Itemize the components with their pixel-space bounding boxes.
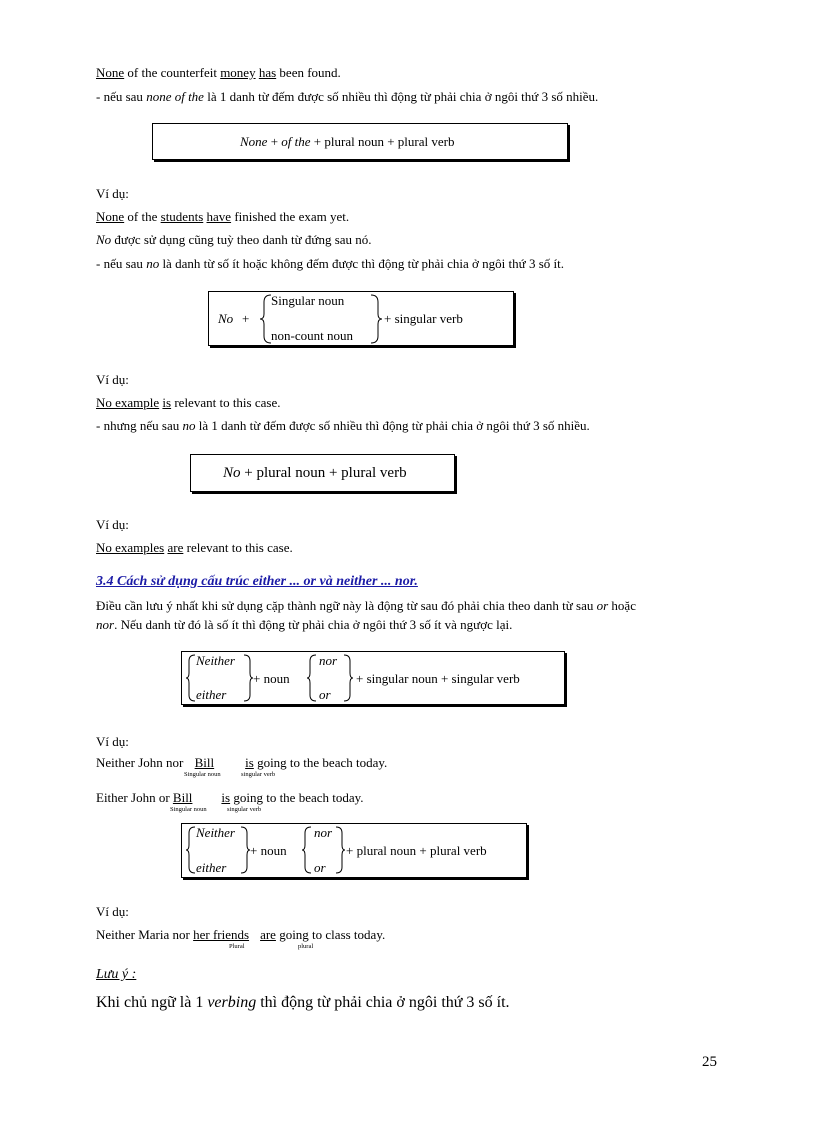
text: been found. <box>276 65 341 80</box>
word-is: is <box>221 790 231 805</box>
phrase-no-examples: No examples <box>96 540 165 555</box>
text-italic: verbing <box>207 994 257 1011</box>
vi-du-label: Ví dụ: <box>96 372 129 387</box>
word-has: has <box>258 65 277 80</box>
word-bill: Bill <box>194 755 215 770</box>
word-either: either <box>196 860 227 875</box>
word-are: are <box>167 540 184 555</box>
text: Điều cần lưu ý nhất khi sử dụng cặp thành ngữ này là động từ sau đó phải chia theo danh từ sau <box>96 598 597 613</box>
rule-no-usage <box>96 232 372 248</box>
text: là 1 danh từ đếm được số nhiều thì động từ phải chia ở ngôi thứ 3 số nhiều. <box>203 89 599 104</box>
text: . Nếu danh từ đó là số ít thì động từ phải chia ở ngôi thứ 3 số ít và ngược lại. <box>114 617 513 632</box>
subscript-singular-noun: Singular noun <box>184 771 221 778</box>
word-bill: Bill <box>172 790 193 805</box>
page-number: 25 <box>702 1054 717 1070</box>
example-no-examples <box>96 540 293 556</box>
text: going to the beach today. <box>230 790 364 805</box>
word-students: students <box>160 209 204 224</box>
example-neither-maria <box>96 927 385 943</box>
plus-noun: + noun <box>253 671 290 686</box>
text: Neither Maria nor <box>96 927 194 942</box>
text: - nhưng nếu sau <box>96 418 183 433</box>
word-or: or <box>319 687 331 702</box>
text: relevant to this case. <box>183 540 293 555</box>
formula-box-none <box>152 123 568 160</box>
text-italic: None <box>240 134 268 149</box>
text-italic: No <box>96 232 112 247</box>
phrase-her-friends: her friends <box>193 927 250 942</box>
formula-box-either-plural <box>181 823 527 878</box>
phrase-no-example: No example <box>96 395 160 410</box>
subscript-singular-verb: singular verb <box>227 806 262 813</box>
vi-du-label: Ví dụ: <box>96 186 129 201</box>
text: - nếu sau <box>96 89 147 104</box>
text-italic: none of the <box>146 89 204 104</box>
text: Either John or <box>96 790 173 805</box>
right-brace-icon <box>334 826 346 874</box>
word-are: are <box>260 927 276 942</box>
text: finished the exam yet. <box>231 209 350 224</box>
example-neither-john <box>96 755 387 771</box>
word-no: No <box>218 311 234 326</box>
word-is: is <box>245 755 254 770</box>
example-none-students <box>96 209 349 225</box>
vi-du-label: Ví dụ: <box>96 734 129 749</box>
text: going to the beach today. <box>253 755 388 770</box>
subscript-singular-noun: Singular noun <box>170 806 207 813</box>
formula-tail: + singular noun + singular verb <box>356 671 520 686</box>
example-either-john <box>96 790 364 806</box>
formula-box-either-singular <box>181 651 565 705</box>
word-neither: Neither <box>196 653 235 668</box>
text: hoặc <box>608 598 636 613</box>
rule-no-plural <box>96 418 590 434</box>
text: of the <box>124 209 161 224</box>
paragraph-line-1 <box>96 598 636 614</box>
formula-text <box>223 465 407 481</box>
note-title: Lưu ý : <box>96 967 137 982</box>
word-no: No <box>223 465 241 481</box>
example-none-money <box>96 65 341 81</box>
word-have: have <box>206 209 232 224</box>
plus-noun: + noun <box>250 843 287 858</box>
rule-no-singular <box>96 256 564 272</box>
singular-noun: Singular noun <box>271 293 345 308</box>
word-is: is <box>162 395 172 410</box>
subscript-singular-verb: singular verb <box>241 771 276 778</box>
text: được sử dụng cũng tuỳ theo danh từ đứng sau nó. <box>111 232 372 247</box>
text-italic: or <box>596 598 609 613</box>
word-none: None <box>96 65 125 80</box>
subscript-plural-noun: Plural <box>229 943 245 950</box>
text: + plural noun + plural verb <box>240 465 407 481</box>
word-neither: Neither <box>196 825 235 840</box>
right-brace-icon <box>369 294 383 344</box>
word-nor: nor <box>319 653 338 668</box>
section-heading: 3.4 Cách sử dụng cấu trúc either ... or và neither ... nor. <box>96 574 418 589</box>
text-italic: no <box>182 418 196 433</box>
formula-box-no-plural <box>190 454 455 492</box>
paragraph-line-2 <box>96 617 512 633</box>
left-brace-icon <box>301 826 313 874</box>
text: thì động từ phải chia ở ngôi thứ 3 số ít. <box>256 994 510 1011</box>
left-brace-icon <box>306 654 318 702</box>
word-none: None <box>96 209 125 224</box>
formula-box-no-singular <box>208 291 514 346</box>
text: Neither John nor <box>96 755 187 770</box>
text: là danh từ số ít hoặc không đếm được thì động từ phải chia ở ngôi thứ 3 số ít. <box>159 256 564 271</box>
word-nor: nor <box>314 825 333 840</box>
example-no-example <box>96 395 280 411</box>
text: là 1 danh từ đếm được số nhiều thì động từ phải chia ở ngôi thứ 3 số nhiều. <box>195 418 590 433</box>
text: relevant to this case. <box>171 395 281 410</box>
rule-none-of-the <box>96 89 598 105</box>
subscript-plural-verb: plural <box>298 943 314 950</box>
note-text <box>96 994 510 1012</box>
word-money: money <box>220 65 256 80</box>
text: of the counterfeit <box>124 65 221 80</box>
text: Khi chủ ngữ là 1 <box>96 994 208 1011</box>
formula-text <box>240 135 454 149</box>
text-italic: of the <box>281 134 311 149</box>
text: + <box>267 134 282 149</box>
text: - nếu sau <box>96 256 147 271</box>
word-or: or <box>314 860 326 875</box>
vi-du-label: Ví dụ: <box>96 517 129 532</box>
text-italic: nor <box>96 617 115 632</box>
word-either: either <box>196 687 227 702</box>
text-italic: no <box>146 256 160 271</box>
plus: + <box>242 311 250 326</box>
right-brace-icon <box>342 654 354 702</box>
vi-du-label: Ví dụ: <box>96 904 129 919</box>
text: + plural noun + plural verb <box>310 134 455 149</box>
text: going to class today. <box>275 927 386 942</box>
formula-tail: + singular verb <box>384 311 463 326</box>
non-count-noun: non-count noun <box>271 328 353 343</box>
formula-tail: + plural noun + plural verb <box>346 843 487 858</box>
